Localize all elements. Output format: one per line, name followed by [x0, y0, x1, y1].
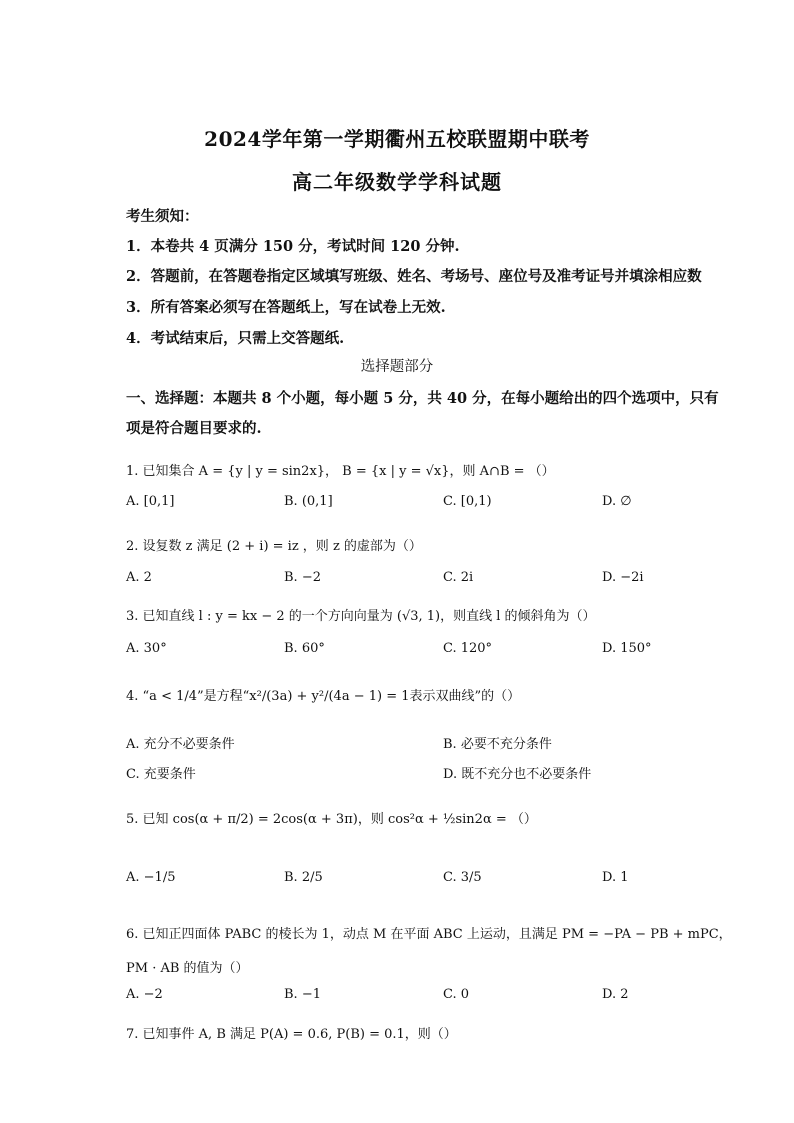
question-6-option-d: D. 2	[602, 987, 629, 1002]
question-6-option-b: B. −1	[284, 987, 321, 1002]
question-6-option-c: C. 0	[443, 987, 470, 1002]
question-1-option-c: C. [0,1)	[443, 494, 492, 509]
question-3-option-b: B. 60°	[284, 641, 325, 656]
question-3-option-c: C. 120°	[443, 641, 493, 656]
question-5-option-b: B. 2/5	[284, 870, 323, 885]
question-4-option-b: B. 必要不充分条件	[443, 737, 552, 752]
notice-item-2: 2．答题前，在答题卷指定区域填写班级、姓名、考场号、座位号及准考证号并填涂相应数	[126, 268, 702, 285]
question-2-option-a: A. 2	[126, 570, 152, 585]
question-2-option-d: D. −2i	[602, 570, 644, 585]
notice-item-3: 3．所有答案必须写在答题纸上，写在试卷上无效.	[126, 299, 446, 316]
question-4-stem: 4. “a < 1/4”是方程“x²/(3a) + y²/(4a − 1) = 1表示双曲线”的（）	[126, 689, 521, 704]
question-5-option-a: A. −1/5	[126, 870, 176, 885]
question-1-stem: 1. 已知集合 A = {y | y = sin2x}， B = {x | y = √x}，则 A∩B = （）	[126, 464, 555, 479]
question-4-option-a: A. 充分不必要条件	[126, 737, 235, 752]
question-3-stem: 3. 已知直线 l : y = kx − 2 的一个方向向量为 (√3, 1)，则直线 l 的倾斜角为（）	[126, 609, 596, 624]
exam-title: 2024学年第一学期衢州五校联盟期中联考	[204, 127, 590, 151]
question-5-stem: 5. 已知 cos(α + π/2) = 2cos(α + 3π)，则 cos²α + ½sin2α = （）	[126, 812, 537, 827]
question-5-option-d: D. 1	[602, 870, 629, 885]
section-title: 选择题部分	[360, 359, 434, 375]
question-4-option-d: D. 既不充分也不必要条件	[443, 767, 592, 782]
question-3-option-a: A. 30°	[126, 641, 167, 656]
notice-item-1: 1．本卷共 4 页满分 150 分，考试时间 120 分钟.	[126, 238, 460, 255]
question-2-stem: 2. 设复数 z 满足 (2 + i) = iz ，则 z 的虚部为（）	[126, 539, 422, 554]
section-instruction-line2: 项是符合题目要求的.	[126, 420, 262, 437]
question-6-stem-line2: PM · AB 的值为（）	[126, 961, 249, 976]
question-5-option-c: C. 3/5	[443, 870, 482, 885]
question-1-option-b: B. (0,1]	[284, 494, 333, 509]
question-3-option-d: D. 150°	[602, 641, 652, 656]
question-6-option-a: A. −2	[126, 987, 163, 1002]
notice-heading: 考生须知：	[126, 208, 199, 225]
question-1-option-d: D. ∅	[602, 494, 632, 509]
question-7-stem: 7. 已知事件 A, B 满足 P(A) = 0.6, P(B) = 0.1，则（）	[126, 1027, 457, 1042]
exam-subtitle: 高二年级数学学科试题	[292, 170, 502, 194]
question-2-option-b: B. −2	[284, 570, 321, 585]
notice-item-4: 4．考试结束后，只需上交答题纸.	[126, 330, 345, 347]
question-2-option-c: C. 2i	[443, 570, 474, 585]
section-instruction-line1: 一、选择题：本题共 8 个小题，每小题 5 分，共 40 分，在每小题给出的四个选项中，只有	[126, 390, 719, 407]
question-1-option-a: A. [0,1]	[126, 494, 175, 509]
question-6-stem-line1: 6. 已知正四面体 PABC 的棱长为 1，动点 M 在平面 ABC 上运动，且满足 PM = −PA − PB + mPC，	[126, 927, 732, 942]
question-4-option-c: C. 充要条件	[126, 767, 196, 782]
